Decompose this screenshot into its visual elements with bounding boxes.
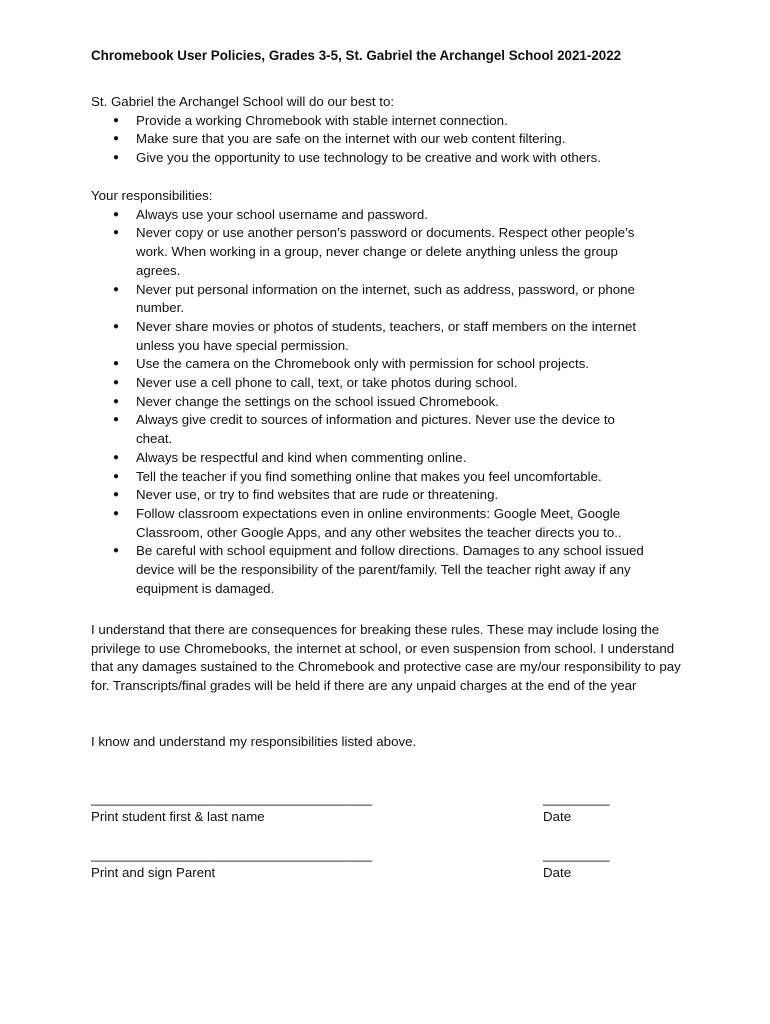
parent-date-line: _________	[543, 847, 610, 862]
responsibilities-section	[91, 187, 651, 598]
list-item: ● Never use, or try to find websites that are rude or threatening.	[91, 486, 651, 505]
bullet-icon: ●	[113, 377, 120, 389]
list-item: ● Never put personal information on the internet, such as address, password, or phone number.	[113, 281, 635, 316]
bullet-icon: ●	[113, 545, 120, 557]
list-item: ● Use the camera on the Chromebook only with permission for school projects.	[91, 355, 651, 374]
list-item: ● Always use your school username and password.	[91, 206, 651, 225]
list-item: ● Always be respectful and kind when commenting online.	[91, 449, 651, 468]
school-commitments-list	[91, 112, 691, 168]
bullet-icon: ●	[113, 114, 120, 126]
bullet-icon: ●	[113, 414, 120, 426]
list-item: ● Never copy or use another person’s password or documents. Respect other people’s work. When working in a group, never change or delete anything unless the group agrees.	[113, 225, 635, 278]
list-item: ● Give you the opportunity to use technology to be creative and work with others.	[91, 149, 691, 168]
school-commitments	[91, 93, 691, 168]
bullet-icon: ●	[113, 358, 120, 370]
bullet-icon: ●	[113, 489, 120, 501]
bullet-icon: ●	[113, 470, 120, 482]
responsibilities-intro: Your responsibilities:	[91, 188, 213, 203]
document-title: Chromebook User Policies, Grades 3-5, St. Gabriel the Archangel School 2021-2022	[91, 48, 622, 63]
student-signature-line: ______________________________________	[91, 791, 373, 806]
bullet-icon: ●	[113, 283, 120, 295]
parent-signature-line: ______________________________________	[91, 847, 373, 862]
parent-date-label: Date	[543, 865, 572, 880]
bullet-icon: ●	[113, 395, 120, 407]
student-name-label: Print student first & last name	[91, 809, 265, 824]
bullet-icon: ●	[113, 320, 120, 332]
student-date-label: Date	[543, 809, 572, 824]
list-item: ● Follow classroom expectations even in online environments: Google Meet, Google Classroom, other Google Apps, and any other websites the teacher directs you to..	[113, 505, 622, 540]
parent-name-label: Print and sign Parent	[91, 865, 216, 880]
bullet-icon: ●	[113, 227, 120, 239]
responsibilities-list	[91, 206, 651, 599]
list-item: ● Always give credit to sources of information and pictures. Never use the device to cheat.	[113, 412, 615, 447]
list-item: ● Provide a working Chromebook with stable internet connection.	[91, 112, 691, 131]
student-date-line: _________	[543, 791, 610, 806]
list-item: ● Never share movies or photos of students, teachers, or staff members on the internet unless you have special permission.	[113, 318, 637, 353]
bullet-icon: ●	[113, 451, 120, 463]
acknowledgment-statement: I know and understand my responsibilities listed above.	[91, 734, 417, 749]
consequences-paragraph: I understand that there are consequences for breaking these rules. These may include losing the privilege to use Chromebooks, the internet at school, or even suspension from school. I understand that any damages sustained to the Chromebook and protective case are my/our responsibility to pay for. Transcripts/final grades will be held if there are any unpaid charges at the end of the year	[91, 622, 681, 694]
list-item: ● Never use a cell phone to call, text, or take photos during school.	[91, 374, 651, 393]
list-item: ● Be careful with school equipment and follow directions. Damages to any school issued device will be the responsibility of the parent/family. Tell the teacher right away if any equipment is damaged.	[113, 543, 644, 596]
bullet-icon: ●	[113, 208, 120, 220]
bullet-icon: ●	[113, 133, 120, 145]
list-item: ● Tell the teacher if you find something online that makes you feel uncomfortable.	[91, 468, 651, 487]
school-intro: St. Gabriel the Archangel School will do our best to:	[91, 94, 395, 109]
bullet-icon: ●	[113, 152, 120, 164]
list-item: ● Make sure that you are safe on the internet with our web content filtering.	[91, 130, 691, 149]
bullet-icon: ●	[113, 507, 120, 519]
list-item: ● Never change the settings on the school issued Chromebook.	[91, 393, 651, 412]
